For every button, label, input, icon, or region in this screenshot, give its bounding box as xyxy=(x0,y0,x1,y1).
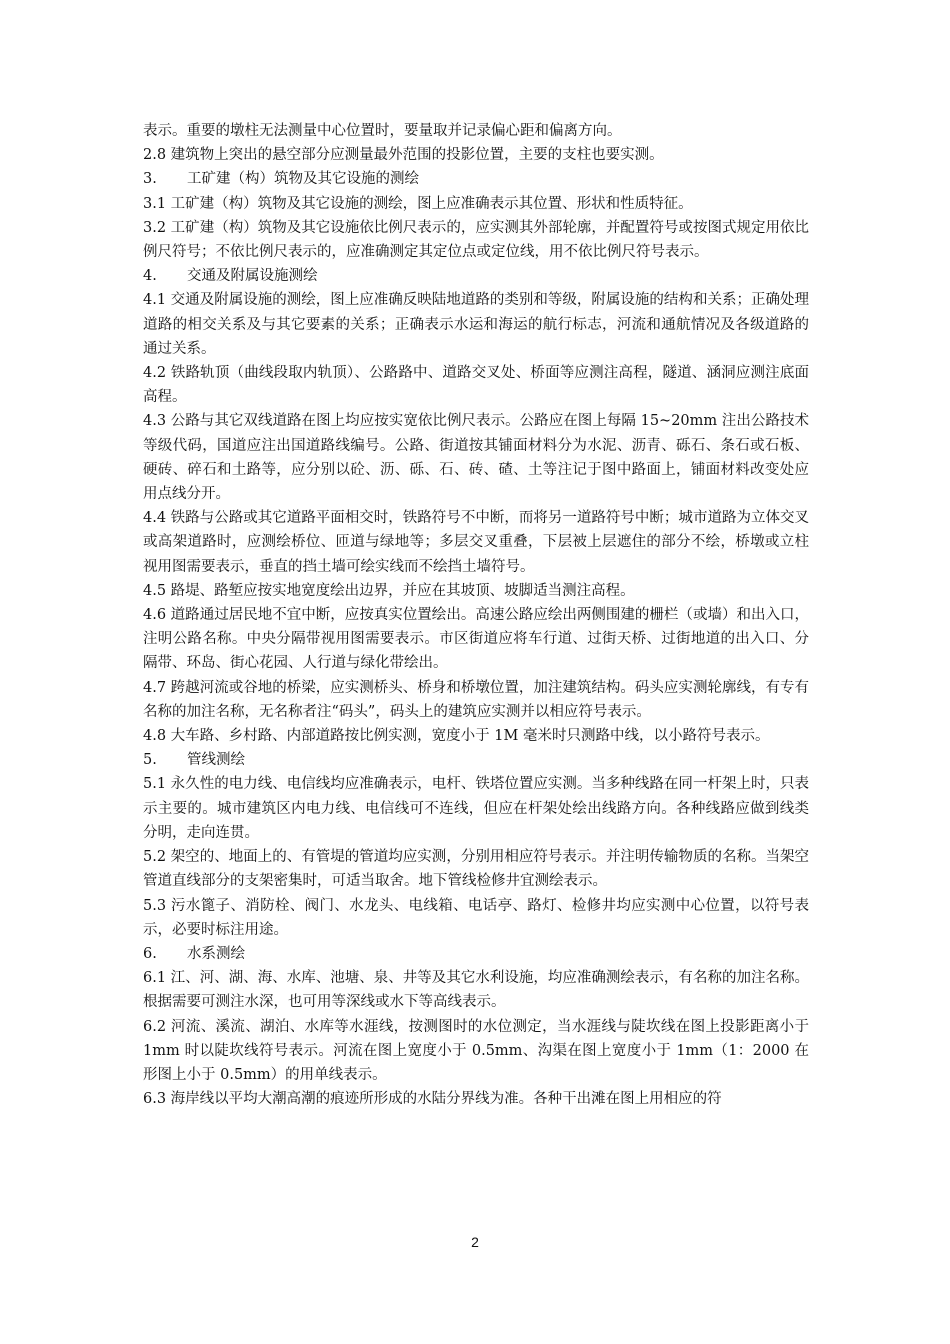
paragraph: 3.2 工矿建（构）筑物及其它设施依比例尺表示的，应实测其外部轮廓，并配置符号或按图式规定用依比例尺符号；不依比例尺表示的，应准确测定其定位点或定位线，用不依比例尺符号表示。 xyxy=(143,219,809,261)
section-title: 管线测绘 xyxy=(187,752,245,769)
paragraph: 4.4 铁路与公路或其它道路平面相交时，铁路符号不中断，而将另一道路符号中断；城市道路为立体交叉或高架道路时，应测绘桥位、匝道与绿地等；多层交叉重叠，下层被上层遮住的部分不绘，桥墩或立柱视用图需要表示，垂直的挡土墙可绘实线而不绘挡土墙符号。 xyxy=(143,510,809,575)
paragraph: 5.2 架空的、地面上的、有管堤的管道均应实测，分别用相应符号表示。并注明传输物质的名称。当架空管道直线部分的支架密集时，可适当取舍。地下管线检修井宜测绘表示。 xyxy=(143,849,809,890)
section-title: 工矿建（构）筑物及其它设施的测绘 xyxy=(187,171,419,188)
section-number: 6. xyxy=(143,945,157,962)
paragraph: 6.3 海岸线以平均大潮高潮的痕迹所形成的水陆分界线为准。各种干出滩在图上用相应的符 xyxy=(143,1091,722,1108)
section-heading xyxy=(143,167,809,191)
section-heading xyxy=(143,264,809,288)
section-title: 交通及附属设施测绘 xyxy=(187,268,318,285)
paragraph: 表示。重要的墩柱无法测量中心位置时，要量取并记录偏心距和偏离方向。 xyxy=(143,123,622,139)
paragraph: 3.1 工矿建（构）筑物及其它设施的测绘，图上应准确表示其位置、形状和性质特征。 xyxy=(143,195,693,212)
paragraph: 4.8 大车路、乡村路、内部道路按比例实测，宽度小于 1M 毫米时只测路中线，以小路符号表示。 xyxy=(143,728,770,745)
paragraph: 6.2 河流、溪流、湖泊、水库等水涯线，按测图时的水位测定，当水涯线与陡坎线在图上投影距离小于 1mm 时以陡坎线符号表示。河流在图上宽度小于 0.5mm、沟渠在图上宽度小于 1mm（1：2000 在形图上小于 0.5mm）的用单线表示。 xyxy=(143,1018,809,1083)
paragraph: 4.2 铁路轨顶（曲线段取内轨顶）、公路路中、道路交叉处、桥面等应测注高程，隧道、涵洞应测注底面高程。 xyxy=(143,365,809,406)
section-number: 5. xyxy=(143,752,157,769)
section-heading xyxy=(143,748,809,772)
paragraph: 5.3 污水篦子、消防栓、阀门、水龙头、电线箱、电话亭、路灯、检修井均应实测中心位置，以符号表示，必要时标注用途。 xyxy=(143,897,809,938)
section-number: 3. xyxy=(143,171,157,188)
section-heading xyxy=(143,942,809,966)
paragraph: 4.5 路堤、路堑应按实地宽度绘出边界，并应在其坡顶、坡脚适当测注高程。 xyxy=(143,582,635,599)
paragraph: 4.7 跨越河流或谷地的桥梁，应实测桥头、桥身和桥墩位置，加注建筑结构。码头应实测轮廓线，有专有名称的加注名称，无名称者注“码头”，码头上的建筑应实测并以相应符号表示。 xyxy=(143,679,809,720)
paragraph: 6.1 江、河、湖、海、水库、池塘、泉、井等及其它水利设施，均应准确测绘表示，有名称的加注名称。根据需要可测注水深，也可用等深线或水下等高线表示。 xyxy=(143,970,809,1011)
body-text xyxy=(143,119,809,1111)
section-title: 水系测绘 xyxy=(187,945,245,962)
paragraph: 4.1 交通及附属设施的测绘，图上应准确反映陆地道路的类别和等级，附属设施的结构和关系；正确处理道路的相交关系及与其它要素的关系；正确表示水运和海运的航行标志，河流和通航情况及各级道路的通过关系。 xyxy=(143,292,809,357)
paragraph: 4.3 公路与其它双线道路在图上均应按实宽依比例尺表示。公路应在图上每隔 15~20mm 注出公路技术等级代码，国道应注出国道路线编号。公路、街道按其铺面材料分为水泥、沥青、砾石、条石或石板、硬砖、碎石和土路等，应分别以砼、沥、砾、石、砖、碴、土等注记于图中路面上，铺面材料改变处应用点线分开。 xyxy=(143,413,809,503)
paragraph: 2.8 建筑物上突出的悬空部分应测量最外范围的投影位置，主要的支柱也要实测。 xyxy=(143,147,664,164)
paragraph: 4.6 道路通过居民地不宜中断，应按真实位置绘出。高速公路应绘出两侧围建的栅栏（或墙）和出入口，注明公路名称。中央分隔带视用图需要表示。市区街道应将车行道、过街天桥、过街地道的出入口、分隔带、环岛、街心花园、人行道与绿化带绘出。 xyxy=(143,607,809,672)
paragraph: 5.1 永久性的电力线、电信线均应准确表示，电杆、铁塔位置应实测。当多种线路在同一杆架上时，只表示主要的。城市建筑区内电力线、电信线可不连线，但应在杆架处绘出线路方向。各种线路应做到线类分明，走向连贯。 xyxy=(143,776,809,841)
section-number: 4. xyxy=(143,268,157,285)
page-number: 2 xyxy=(471,1234,479,1250)
